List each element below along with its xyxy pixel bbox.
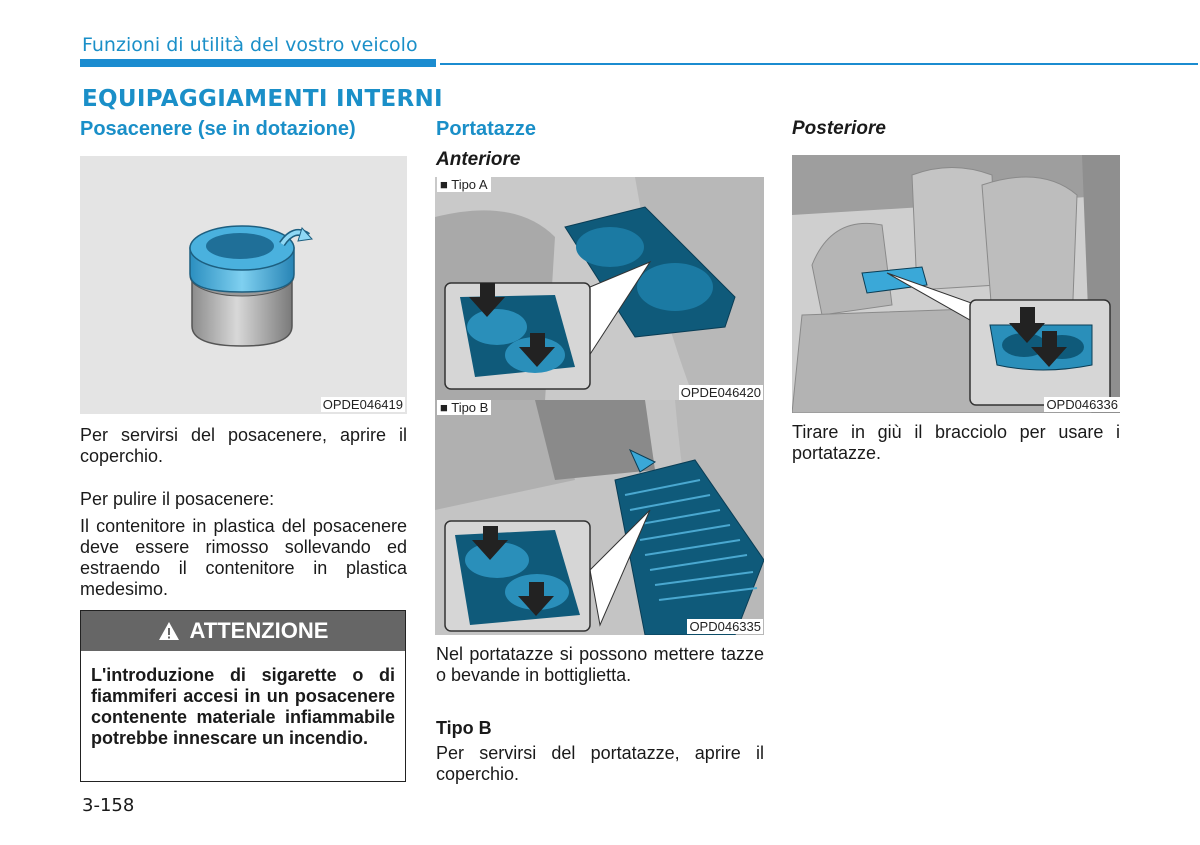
cupholder-para1: Nel portatazze si possono mettere tazze o bevande in bottiglietta. — [436, 644, 764, 685]
type-a-code: OPDE046420 — [680, 385, 761, 400]
rear-para1: Tirare in giù il bracciolo per usare i portatazze. — [792, 422, 1120, 463]
cupholder-para2: Per servirsi del portatazze, aprire il coperchio. — [436, 743, 764, 784]
type-b-tag: ■ Tipo B — [437, 400, 491, 415]
rear-subheading: Posteriore — [792, 118, 886, 139]
warning-box — [80, 610, 406, 782]
tipo-b-heading: Tipo B — [436, 718, 492, 738]
header-rule-thin — [440, 63, 1198, 65]
front-subheading: Anteriore — [436, 149, 521, 170]
rear-illustration — [792, 155, 1120, 413]
warning-header — [81, 611, 405, 651]
ashtray-para1: Per servirsi del posacenere, aprire il coperchio. — [80, 425, 407, 466]
cupholder-heading: Portatazze — [436, 118, 537, 140]
chapter-title: EQUIPAGGIAMENTI INTERNI — [82, 86, 443, 112]
section-title: Funzioni di utilità del vostro veicolo — [82, 34, 418, 56]
type-a-illustration — [435, 177, 764, 401]
ashtray-illustration — [80, 156, 407, 414]
ashtray-para2: Per pulire il posacenere: — [80, 489, 275, 509]
warning-icon — [158, 621, 180, 641]
cupholder-type-a-image — [435, 177, 764, 401]
type-b-code: OPD046335 — [689, 619, 761, 634]
ashtray-para3: Il contenitore in plastica del posacenere deve essere rimosso sollevando ed estraendo il contenitore in plastica medesimo. — [80, 516, 407, 599]
rear-image-code: OPD046336 — [1046, 397, 1118, 412]
ashtray-heading: Posacenere (se in dotazione) — [80, 118, 356, 140]
header-rule-thick — [80, 59, 436, 67]
cupholder-type-b-image — [435, 400, 764, 635]
image-code: OPDE046419 — [322, 397, 403, 412]
warning-text: L'introduzione di sigarette o di fiammiferi accesi in un posacenere contenente materiale infiammabile potrebbe innescare un incendio. — [91, 665, 395, 748]
warning-title: ATTENZIONE — [189, 618, 329, 643]
type-a-tag: ■ Tipo A — [437, 177, 491, 192]
type-b-illustration — [435, 400, 764, 635]
ashtray-image — [80, 156, 407, 414]
rear-cupholder-image — [792, 155, 1120, 413]
page-number: 3-158 — [82, 795, 135, 816]
